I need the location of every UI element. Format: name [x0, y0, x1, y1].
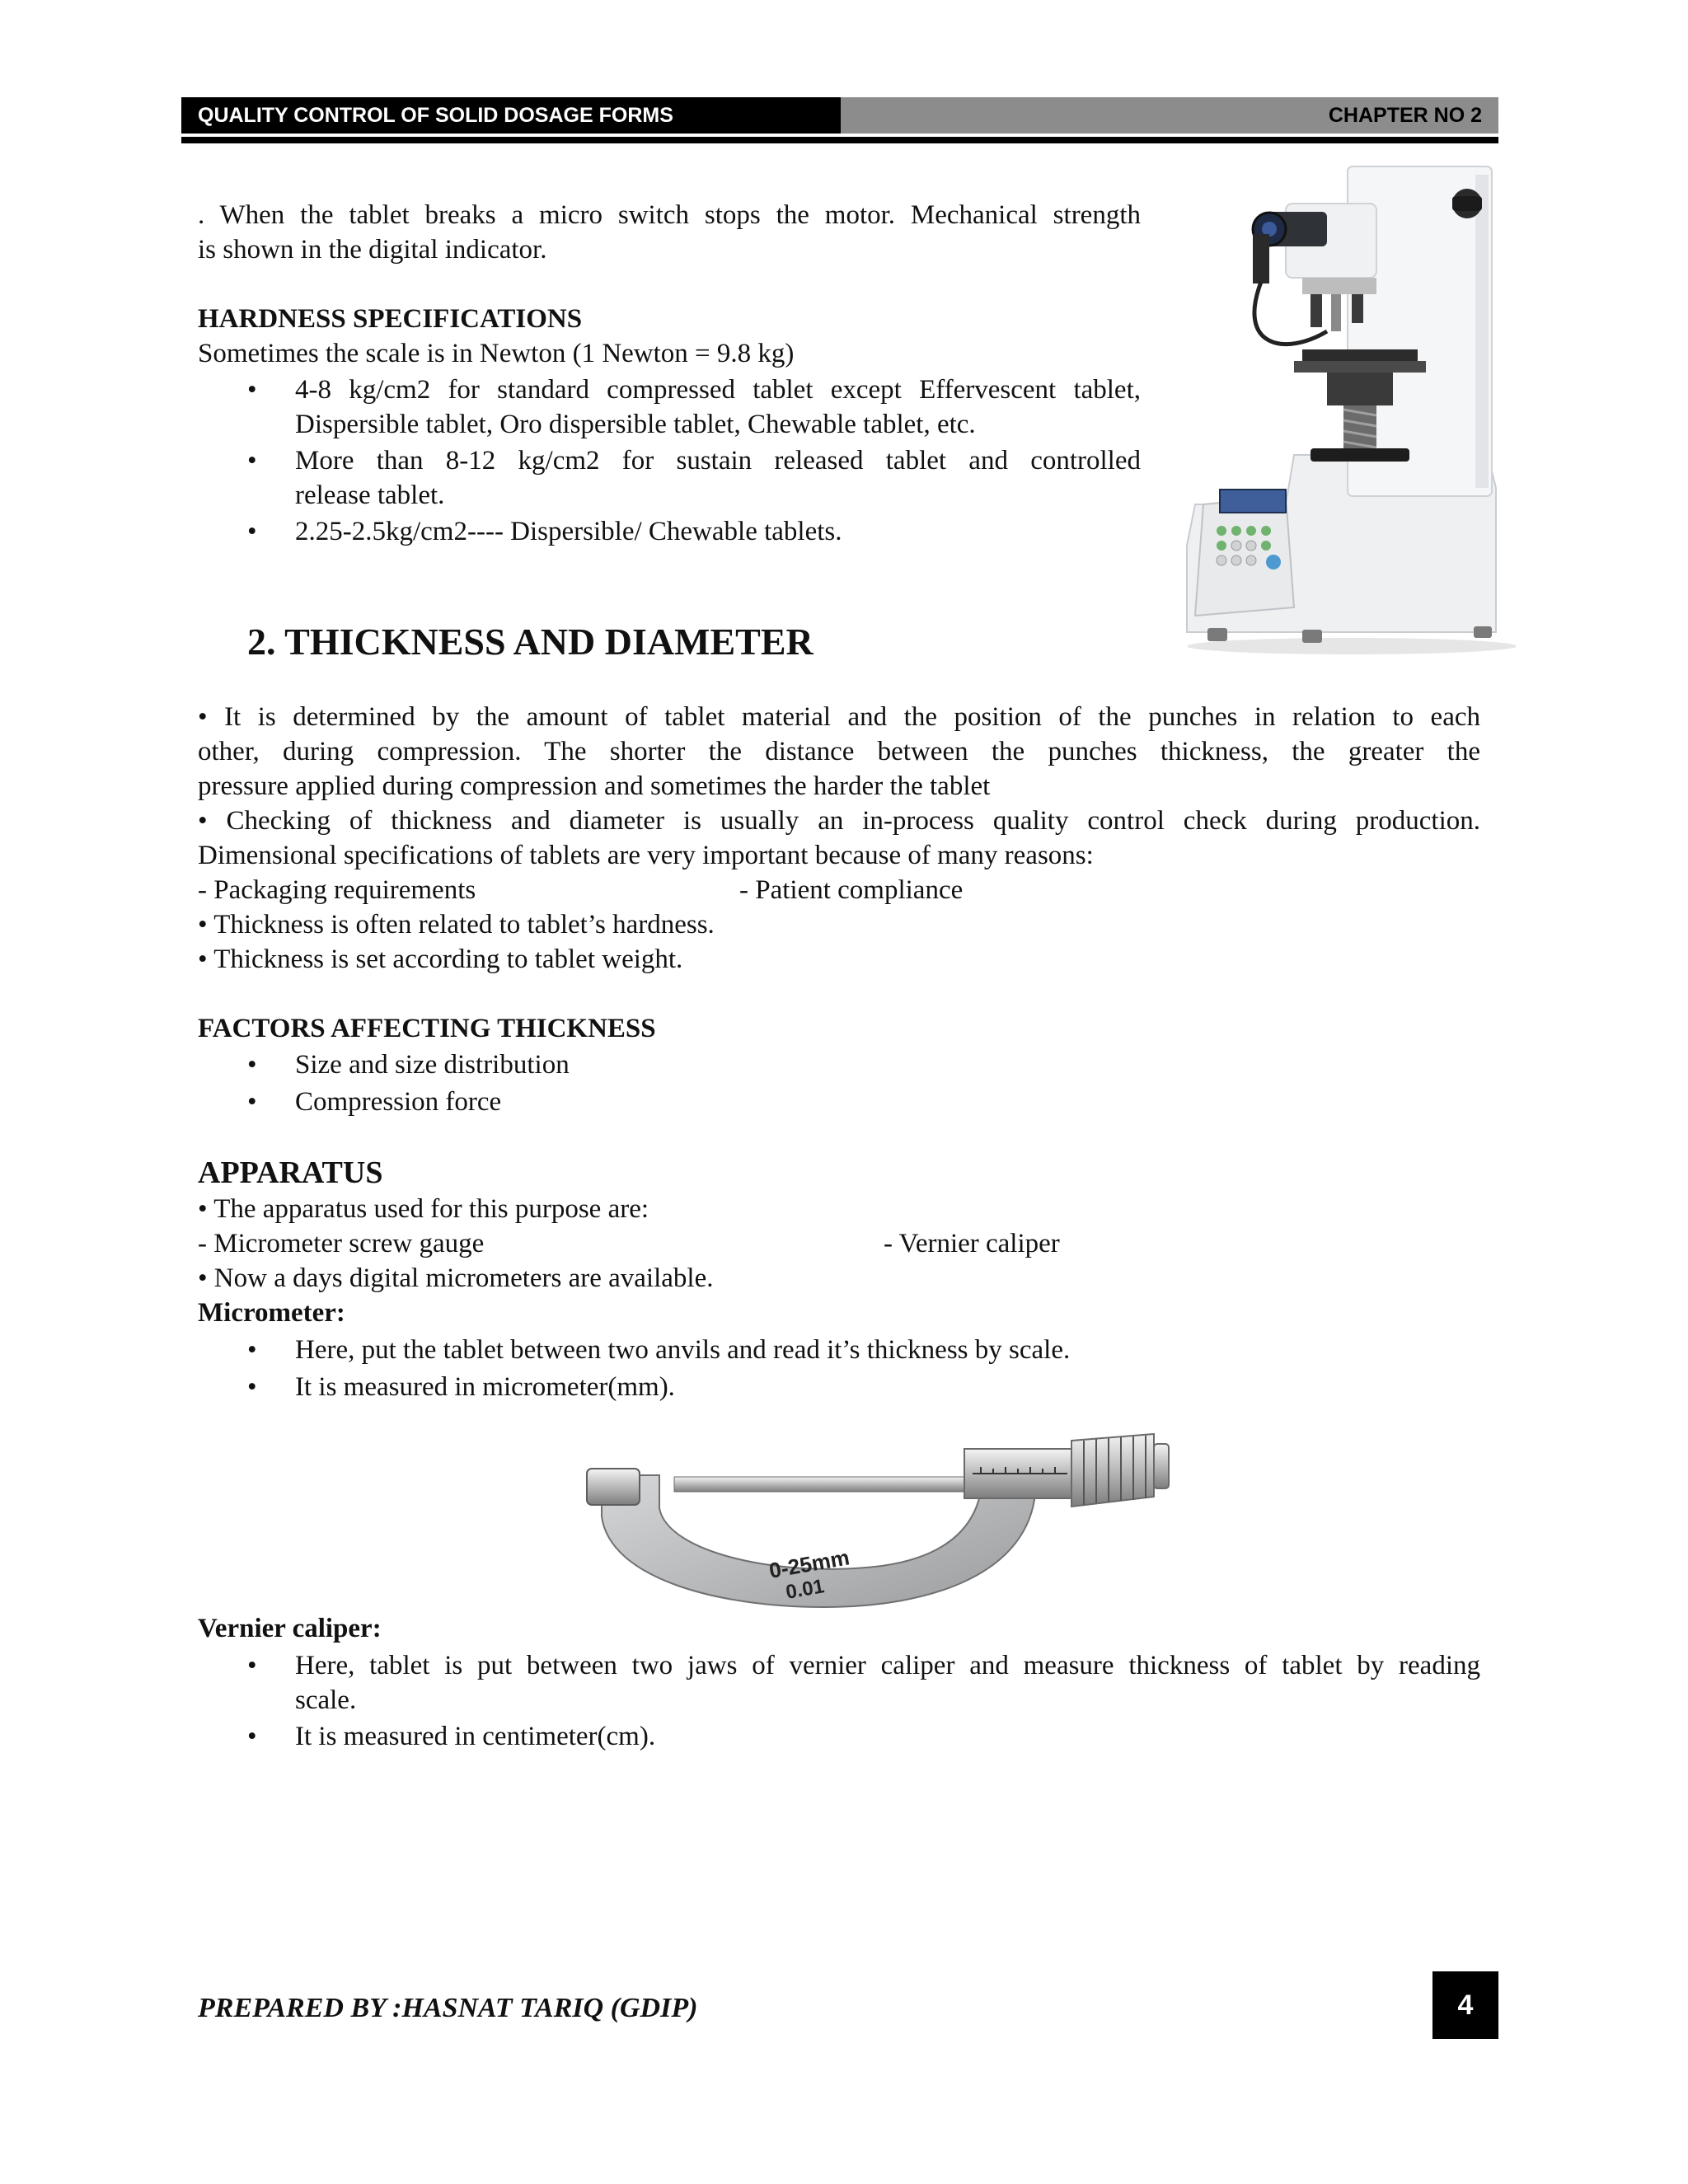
hardness-tester-image [1162, 158, 1517, 666]
vernier-item-1-line-1: Here, tablet is put between two jaws of vernier caliper and measure thickness of tablet by reading [295, 1651, 1480, 1680]
apparatus-intro: • The apparatus used for this purpose are: [198, 1194, 649, 1224]
bullet-dot: • [247, 1335, 257, 1365]
bullet-dot: • [247, 1050, 257, 1080]
bullet-dot: • [247, 1722, 257, 1751]
vernier-item-2: It is measured in centimeter(cm). [295, 1722, 656, 1751]
factor-item-compression: Compression force [295, 1087, 502, 1117]
bullet-dot: • [247, 375, 257, 405]
apparatus-heading: APPARATUS [198, 1155, 383, 1190]
hardness-heading: HARDNESS SPECIFICATIONS [198, 304, 583, 334]
micrometer-label-range: 0-25mm [767, 1544, 851, 1583]
hardness-item-2-line-1: More than 8-12 kg/cm2 for sustain released tablet and controlled [295, 446, 1141, 476]
factors-heading: FACTORS AFFECTING THICKNESS [198, 1014, 656, 1043]
micrometer-label-resolution: 0.01 [784, 1575, 827, 1604]
thickness-note-weight: • Thickness is set according to tablet weight. [198, 944, 683, 974]
hardness-item-2-line-2: release tablet. [295, 480, 445, 510]
bullet-dot: • [247, 1087, 257, 1117]
hardness-item-1-line-2: Dispersible tablet, Oro dispersible tablet, Chewable tablet, etc. [295, 410, 976, 439]
vernier-item-1-line-2: scale. [295, 1685, 357, 1715]
reason-patient-compliance: - Patient compliance [739, 875, 964, 905]
section2-p1-line-2: other, during compression. The shorter the distance between the punches thickness, the greater the [198, 737, 1480, 766]
section-heading-thickness-diameter: 2. THICKNESS AND DIAMETER [247, 621, 814, 663]
hardness-item-3: 2.25-2.5kg/cm2---- Dispersible/ Chewable tablets. [295, 517, 842, 546]
section2-p2-line-1: • Checking of thickness and diameter is usually an in-process quality control check during production. [198, 806, 1480, 836]
section2-p1-line-3: pressure applied during compression and sometimes the harder the tablet [198, 771, 991, 801]
bullet-dot: • [247, 1372, 257, 1402]
section2-p2-line-2: Dimensional specifications of tablets are very important because of many reasons: [198, 841, 1094, 870]
intro-line-1: . When the tablet breaks a micro switch stops the motor. Mechanical strength [198, 200, 1141, 230]
page-header [181, 97, 1498, 143]
apparatus-digital-note: • Now a days digital micrometers are available. [198, 1263, 714, 1293]
bullet-dot: • [247, 446, 257, 476]
reason-packaging: - Packaging requirements [198, 875, 476, 905]
page-number: 4 [1432, 1971, 1498, 2039]
footer-prepared-by: PREPARED BY :HASNAT TARIQ (GDIP) [198, 1993, 698, 2023]
bullet-dot: • [247, 517, 257, 546]
header-title: QUALITY CONTROL OF SOLID DOSAGE FORMS [181, 97, 841, 134]
apparatus-micrometer-screw-gauge: - Micrometer screw gauge [198, 1229, 485, 1258]
vernier-heading: Vernier caliper: [198, 1614, 382, 1643]
header-chapter: CHAPTER NO 2 [841, 97, 1498, 134]
section2-p1-line-1: • It is determined by the amount of tablet material and the position of the punches in relation to each [198, 702, 1480, 732]
factor-item-size: Size and size distribution [295, 1050, 570, 1080]
header-rule [181, 137, 1498, 143]
micrometer-item-1: Here, put the tablet between two anvils and read it’s thickness by scale. [295, 1335, 1071, 1365]
thickness-note-hardness: • Thickness is often related to tablet’s hardness. [198, 910, 715, 940]
hardness-scale-note: Sometimes the scale is in Newton (1 Newton = 9.8 kg) [198, 339, 795, 368]
micrometer-heading: Micrometer: [198, 1298, 345, 1328]
apparatus-vernier-caliper: - Vernier caliper [884, 1229, 1060, 1258]
bullet-dot: • [247, 1651, 257, 1680]
micrometer-image [577, 1401, 1170, 1615]
micrometer-item-2: It is measured in micrometer(mm). [295, 1372, 675, 1402]
intro-line-2: is shown in the digital indicator. [198, 235, 547, 265]
hardness-item-1-line-1: 4-8 kg/cm2 for standard compressed tablet except Effervescent tablet, [295, 375, 1141, 405]
